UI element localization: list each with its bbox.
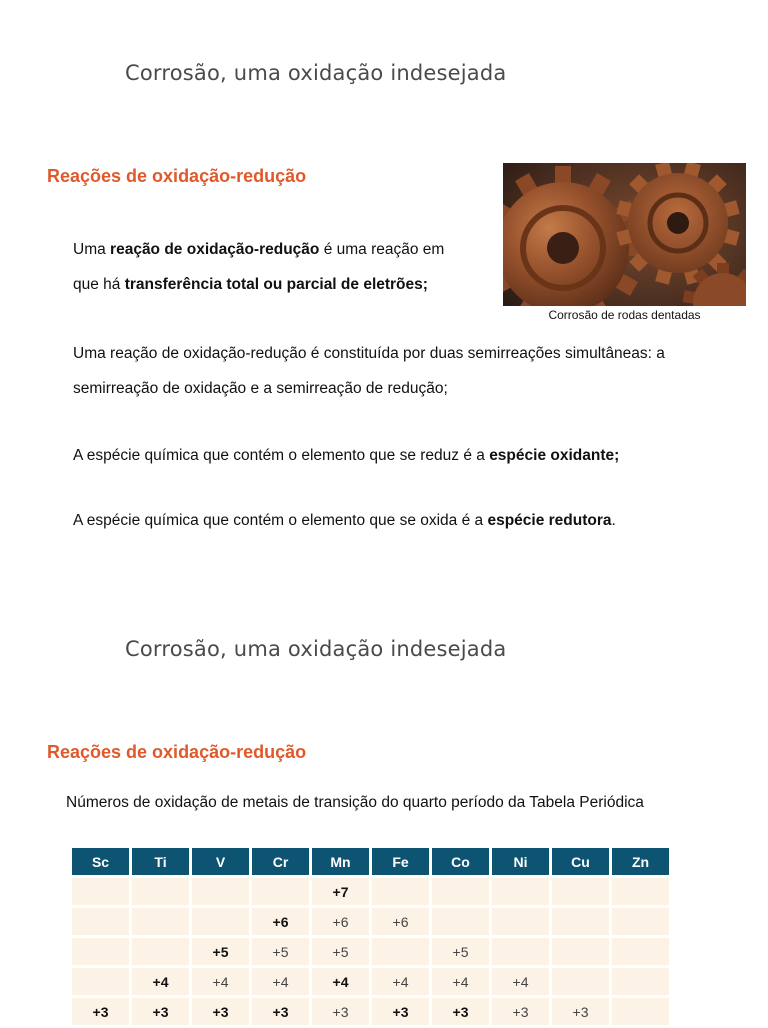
table-cell: +3: [372, 998, 429, 1025]
p2-line-2: semirreação de oxidação e a semirreação de redução;: [73, 380, 448, 397]
p4-text-2: .: [611, 512, 616, 529]
slide1-title: Corrosão, uma oxidação indesejada: [125, 61, 507, 85]
p1-text-1: Uma: [73, 241, 111, 258]
table-cell: [552, 908, 609, 935]
table-cell: +4: [372, 968, 429, 995]
table-row: [72, 968, 669, 995]
header-zn: Zn: [612, 848, 669, 875]
photo-caption: Corrosão de rodas dentadas: [503, 306, 746, 325]
table-cell: +6: [312, 908, 369, 935]
table-cell: [612, 938, 669, 965]
table-cell: +3: [312, 998, 369, 1025]
p1-bold-1: reação de oxidação-redução: [110, 241, 320, 258]
header-cr: Cr: [252, 848, 309, 875]
p1-bold-2: transferência total ou parcial de eletrões;: [124, 276, 428, 293]
p4-text-1: A espécie química que contém o elemento que se oxida é a: [73, 512, 488, 529]
table-cell: [432, 908, 489, 935]
table-cell: +3: [432, 998, 489, 1025]
table-cell: [372, 938, 429, 965]
p1-text-2: é uma reação em: [319, 241, 445, 258]
table-cell: [372, 878, 429, 905]
redox-definition-paragraph: [73, 232, 493, 302]
table-cell: +3: [192, 998, 249, 1025]
table-cell: +4: [192, 968, 249, 995]
table-cell: [492, 878, 549, 905]
header-ti: Ti: [132, 848, 189, 875]
slide2-section-heading: Reações de oxidação-redução: [47, 742, 307, 762]
table-cell: [552, 878, 609, 905]
table-cell: +6: [372, 908, 429, 935]
table-cell: +3: [72, 998, 129, 1025]
p3-bold-1: espécie oxidante;: [489, 447, 620, 464]
table-cell: +5: [192, 938, 249, 965]
header-ni: Ni: [492, 848, 549, 875]
table-cell: [72, 908, 129, 935]
table-body: [72, 878, 669, 1025]
header-fe: Fe: [372, 848, 429, 875]
p2-line-1: Uma reação de oxidação-redução é constituída por duas semirreações simultâneas: a: [73, 345, 665, 362]
table-row: [72, 908, 669, 935]
table-cell: [192, 908, 249, 935]
table-cell: +5: [312, 938, 369, 965]
table-cell: [132, 908, 189, 935]
header-sc: Sc: [72, 848, 129, 875]
table-cell: [252, 878, 309, 905]
table-cell: [72, 878, 129, 905]
slide1-section-heading: Reações de oxidação-redução: [47, 166, 307, 186]
table-cell: +4: [432, 968, 489, 995]
table-cell: [552, 968, 609, 995]
table-cell: [612, 878, 669, 905]
table-cell: +3: [252, 998, 309, 1025]
table-cell: [492, 938, 549, 965]
table-cell: [132, 938, 189, 965]
oxidation-table-title: Números de oxidação de metais de transição do quarto período da Tabela Periódica: [66, 794, 644, 811]
rusty-gears-image: [503, 163, 746, 325]
table-cell: [72, 968, 129, 995]
header-v: V: [192, 848, 249, 875]
oxidant-paragraph: [73, 438, 753, 473]
table-cell: [132, 878, 189, 905]
p4-bold-1: espécie redutora: [487, 512, 612, 529]
p1-text-3: que há: [73, 276, 125, 293]
table-cell: +3: [492, 998, 549, 1025]
p3-text-1: A espécie química que contém o elemento que se reduz é a: [73, 447, 490, 464]
table-row: [72, 998, 669, 1025]
table-cell: +6: [252, 908, 309, 935]
table-cell: +3: [552, 998, 609, 1025]
table-cell: [552, 938, 609, 965]
table-cell: [192, 878, 249, 905]
table-row: [72, 878, 669, 905]
reductant-paragraph: [73, 503, 753, 538]
oxidation-numbers-table: [69, 845, 672, 1028]
table-cell: [612, 968, 669, 995]
header-cu: Cu: [552, 848, 609, 875]
header-mn: Mn: [312, 848, 369, 875]
table-row: [72, 938, 669, 965]
table-cell: [72, 938, 129, 965]
header-co: Co: [432, 848, 489, 875]
table-cell: +4: [252, 968, 309, 995]
table-cell: [612, 998, 669, 1025]
table-cell: +3: [132, 998, 189, 1025]
table-cell: +5: [432, 938, 489, 965]
table-cell: +5: [252, 938, 309, 965]
table-cell: +4: [312, 968, 369, 995]
table-cell: [492, 908, 549, 935]
table-cell: +4: [132, 968, 189, 995]
semireactions-paragraph: [73, 336, 753, 406]
slide2-title: Corrosão, uma oxidação indesejada: [125, 637, 507, 661]
rusty-gears-photo: [503, 163, 746, 325]
table-cell: [432, 878, 489, 905]
table-header-row: [72, 848, 669, 875]
table-cell: [612, 908, 669, 935]
table-cell: +4: [492, 968, 549, 995]
table-cell: +7: [312, 878, 369, 905]
